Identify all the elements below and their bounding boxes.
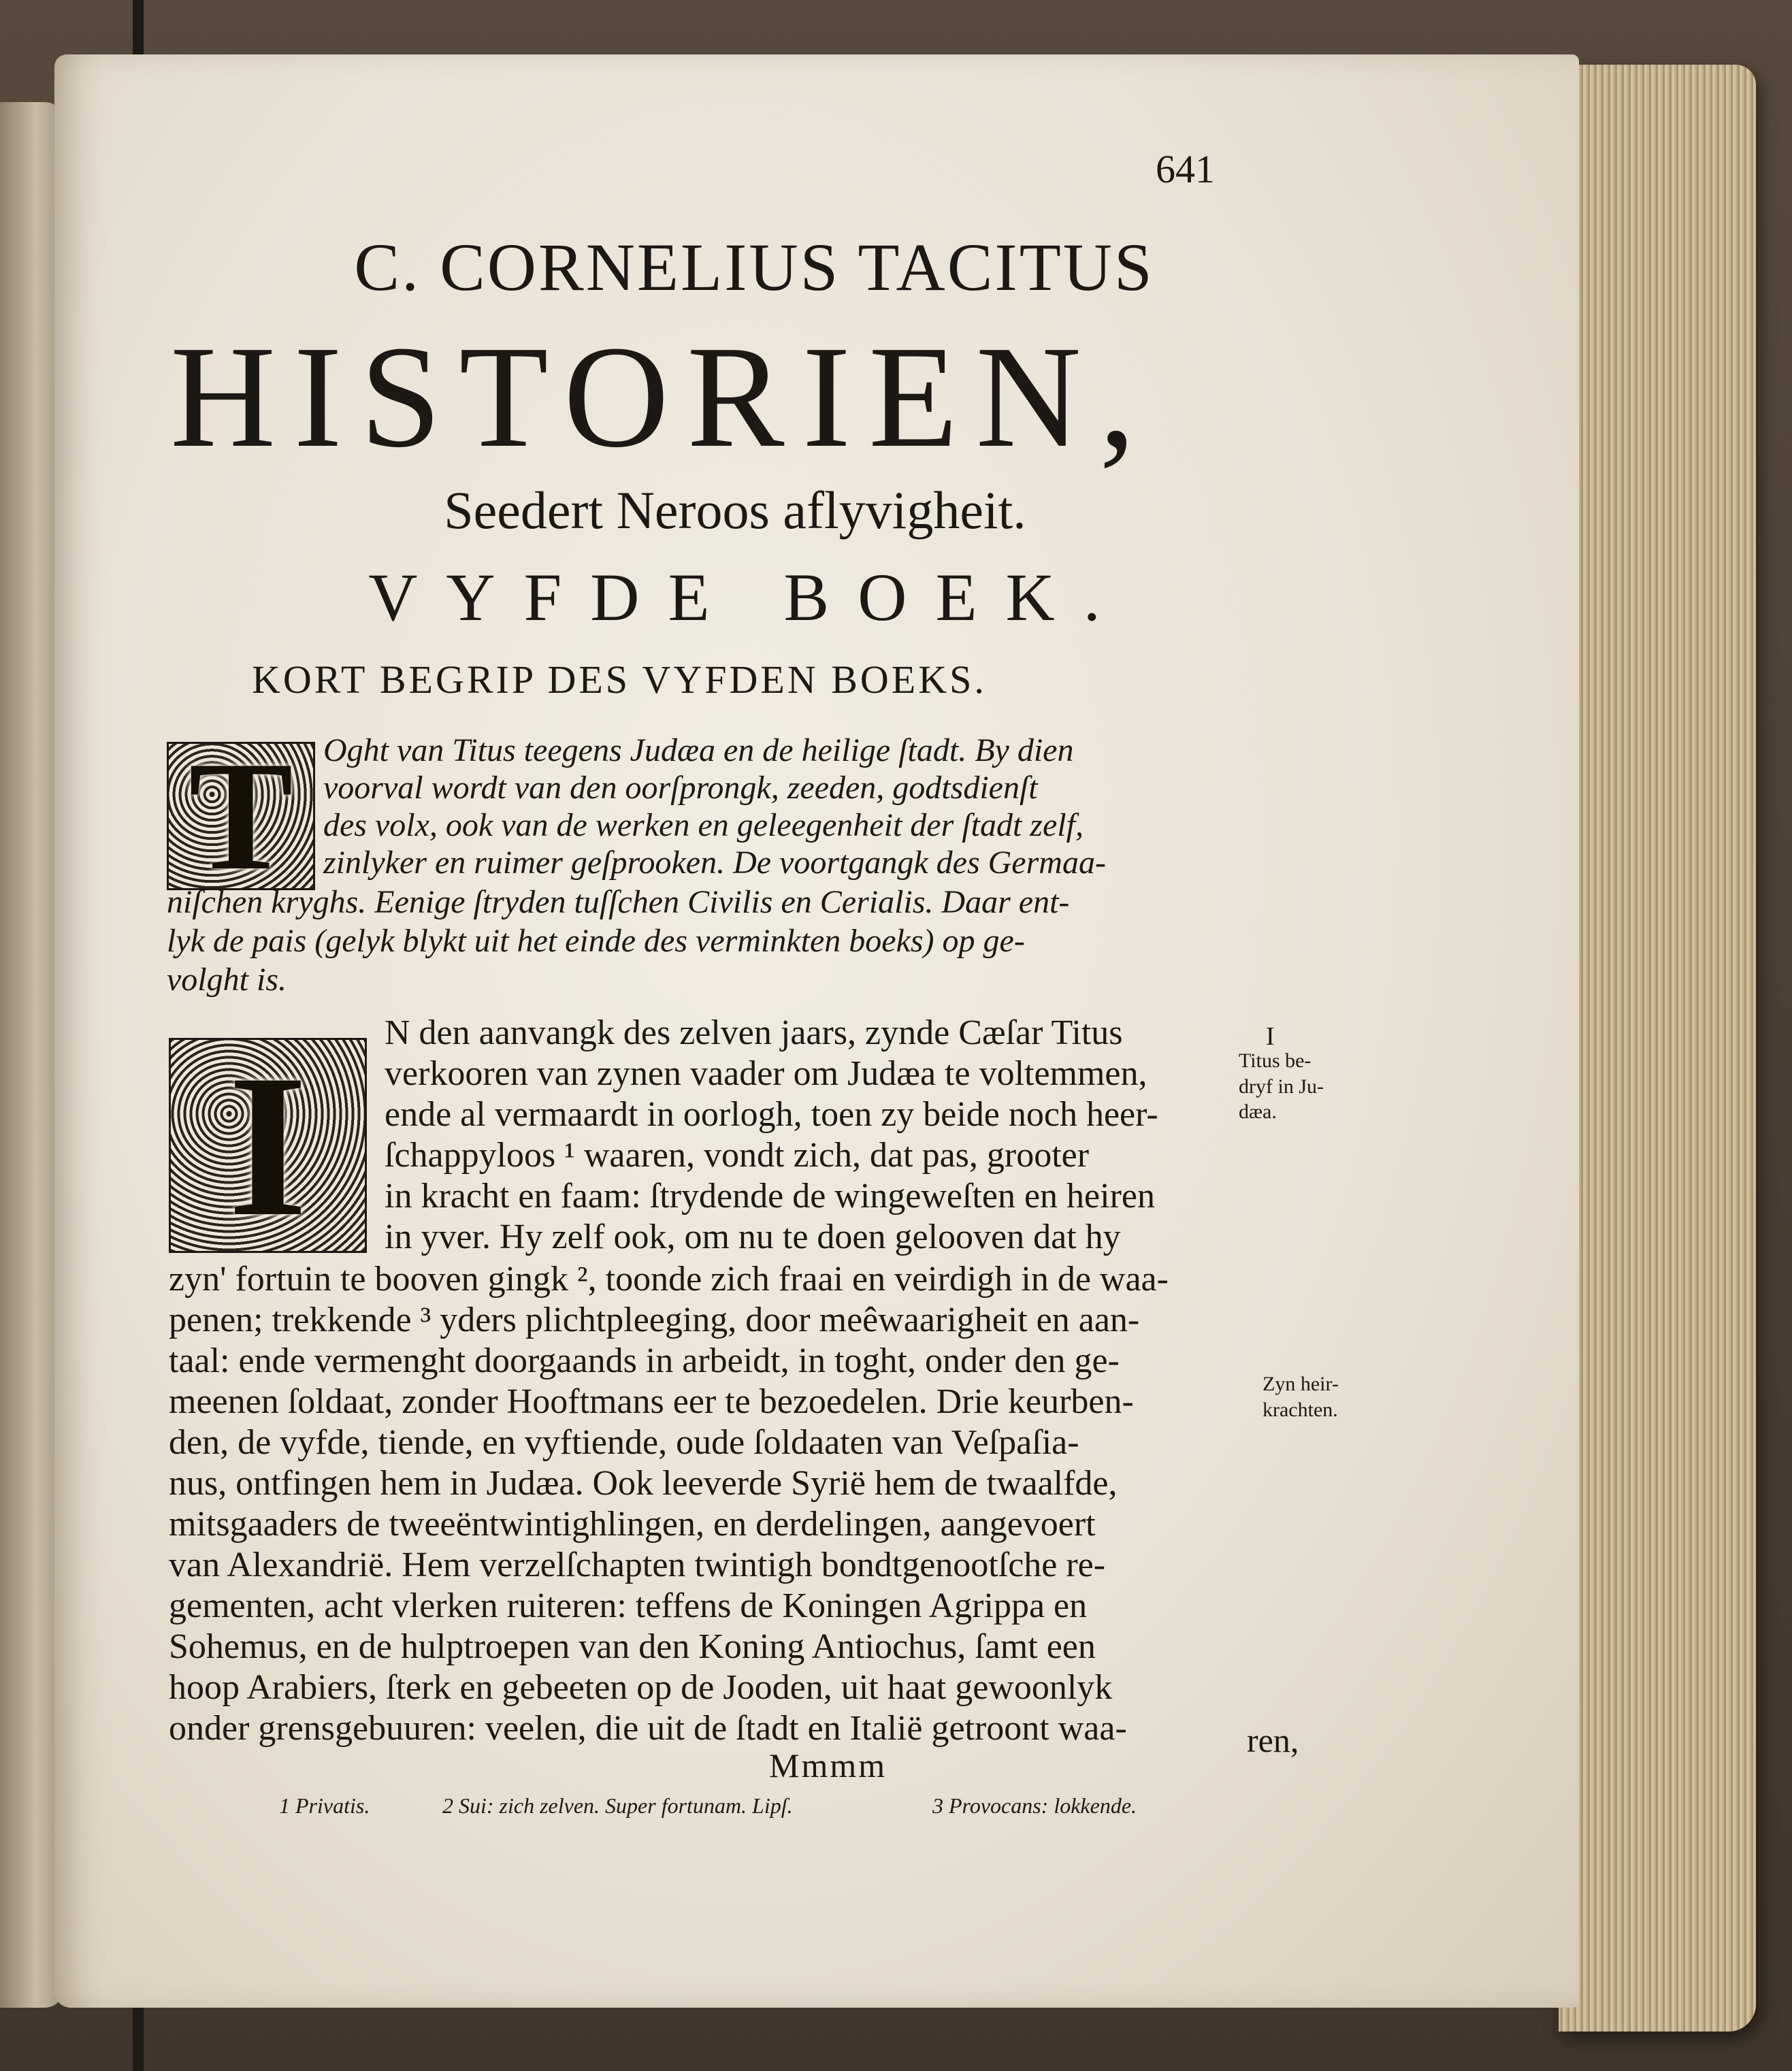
signature-mark: Mmmm xyxy=(769,1746,887,1784)
body-line: den, de vyfde, tiende, en vyftiende, oude ſoldaaten van Veſpaſia- xyxy=(169,1423,1079,1462)
chapter-number: I xyxy=(1266,1022,1275,1051)
footnote: 2 Sui: zich zelven. Super fortunam. Lipſ. xyxy=(442,1793,793,1818)
summary-line: Oght van Titus teegens Judæa en de heilige ſtadt. By dien xyxy=(323,732,1074,768)
summary-line: volght is. xyxy=(167,962,287,998)
body-line: in yver. Hy zelf ook, om nu te doen gelooven dat hy xyxy=(385,1218,1121,1256)
footnote: 1 Privatis. xyxy=(279,1793,370,1818)
summary-line: des volx, ook van de werken en geleegenheit der ſtadt zelf, xyxy=(323,807,1084,843)
margin-note-line: Zyn heir- xyxy=(1262,1373,1339,1395)
body-line: penen; trekkende ³ yders plichtpleeging, door meêwaarigheit en aan- xyxy=(169,1301,1140,1339)
initial-letter: T xyxy=(189,729,293,902)
page-number: 641 xyxy=(1156,147,1215,191)
body-line: zyn' fortuin te booven gingk ², toonde zich fraai en veirdigh in de waa- xyxy=(169,1260,1169,1299)
initial-letter: I xyxy=(228,1032,308,1258)
body-line: hoop Arabiers, ſterk en gebeeten op de Jooden, uit haat gewoonlyk xyxy=(169,1668,1113,1707)
book-fore-edge xyxy=(1559,65,1756,2032)
body-line: N den aanvangk des zelven jaars, zynde Cæſar Titus xyxy=(385,1013,1123,1052)
book-page xyxy=(54,54,1579,2008)
summary-line: zinlyker en ruimer geſprooken. De voortgangk des Germaa- xyxy=(323,845,1106,881)
summary-line: lyk de pais (gelyk blykt uit het einde des verminkten boeks) op ge- xyxy=(167,923,1025,959)
margin-note-line: dryf in Ju- xyxy=(1239,1075,1324,1098)
body-line: ſchappyloos ¹ waaren, vondt zich, dat pas, grooter xyxy=(385,1136,1090,1175)
body-line: van Alexandrië. Hem verzelſchapten twintigh bondtgenootſche re- xyxy=(169,1546,1106,1584)
footnote: 3 Provocans: lokkende. xyxy=(932,1793,1137,1818)
body-line: mitsgaaders de tweeëntwintighlingen, en derdelingen, aangevoert xyxy=(169,1505,1096,1544)
author-heading: C. CORNELIUS TACITUS xyxy=(354,229,1154,305)
body-line: taal: ende vermenght doorgaands in arbeidt, in toght, onder den ge- xyxy=(169,1341,1120,1380)
work-title: HISTORIEN, xyxy=(170,315,1154,478)
body-line: meenen ſoldaat, zonder Hooftmans eer te bezoedelen. Drie keurben- xyxy=(169,1382,1134,1421)
summary-line: voorval wordt van den oorſprongk, zeeden, godtsdienſt xyxy=(323,770,1038,806)
margin-note-line: krachten. xyxy=(1262,1398,1338,1421)
body-line: onder grensgebuuren: veelen, die uit de ſtadt en Italië getroont waa- xyxy=(169,1709,1127,1748)
margin-note-krachten xyxy=(1262,1371,1339,1422)
body-line: nus, ontfingen hem in Judæa. Ook leeverde Syrië hem de twaalfde, xyxy=(169,1464,1118,1503)
summary-line: niſchen kryghs. Eenige ſtryden tuſſchen Civilis en Cerialis. Daar ent- xyxy=(167,884,1070,920)
body-line: in kracht en faam: ſtrydende de wingeweſten en heiren xyxy=(385,1177,1155,1216)
subtitle: Seedert Neroos aflyvigheit. xyxy=(444,480,1026,540)
margin-note-line: Titus be- xyxy=(1239,1049,1312,1072)
body-line: Sohemus, en de hulptroepen van den Koning Antiochus, ſamt een xyxy=(169,1627,1096,1666)
body-line: gementen, acht vlerken ruiteren: teffens de Koningen Agrippa en xyxy=(169,1586,1088,1625)
decorated-initial-t xyxy=(167,729,315,902)
catchword: ren, xyxy=(1247,1721,1299,1759)
margin-note-titus xyxy=(1239,1048,1324,1125)
body-line: ende al vermaardt in oorlogh, toen zy beide noch heer- xyxy=(385,1095,1158,1134)
book-title: VYFDE BOEK. xyxy=(368,559,1129,635)
margin-note-line: dæa. xyxy=(1239,1100,1277,1123)
body-line: verkooren van zynen vaader om Judæa te voltemmen, xyxy=(385,1054,1147,1093)
summary-heading: KORT BEGRIP DES VYFDEN BOEKS. xyxy=(252,657,987,702)
decorated-initial-i xyxy=(169,1032,367,1258)
